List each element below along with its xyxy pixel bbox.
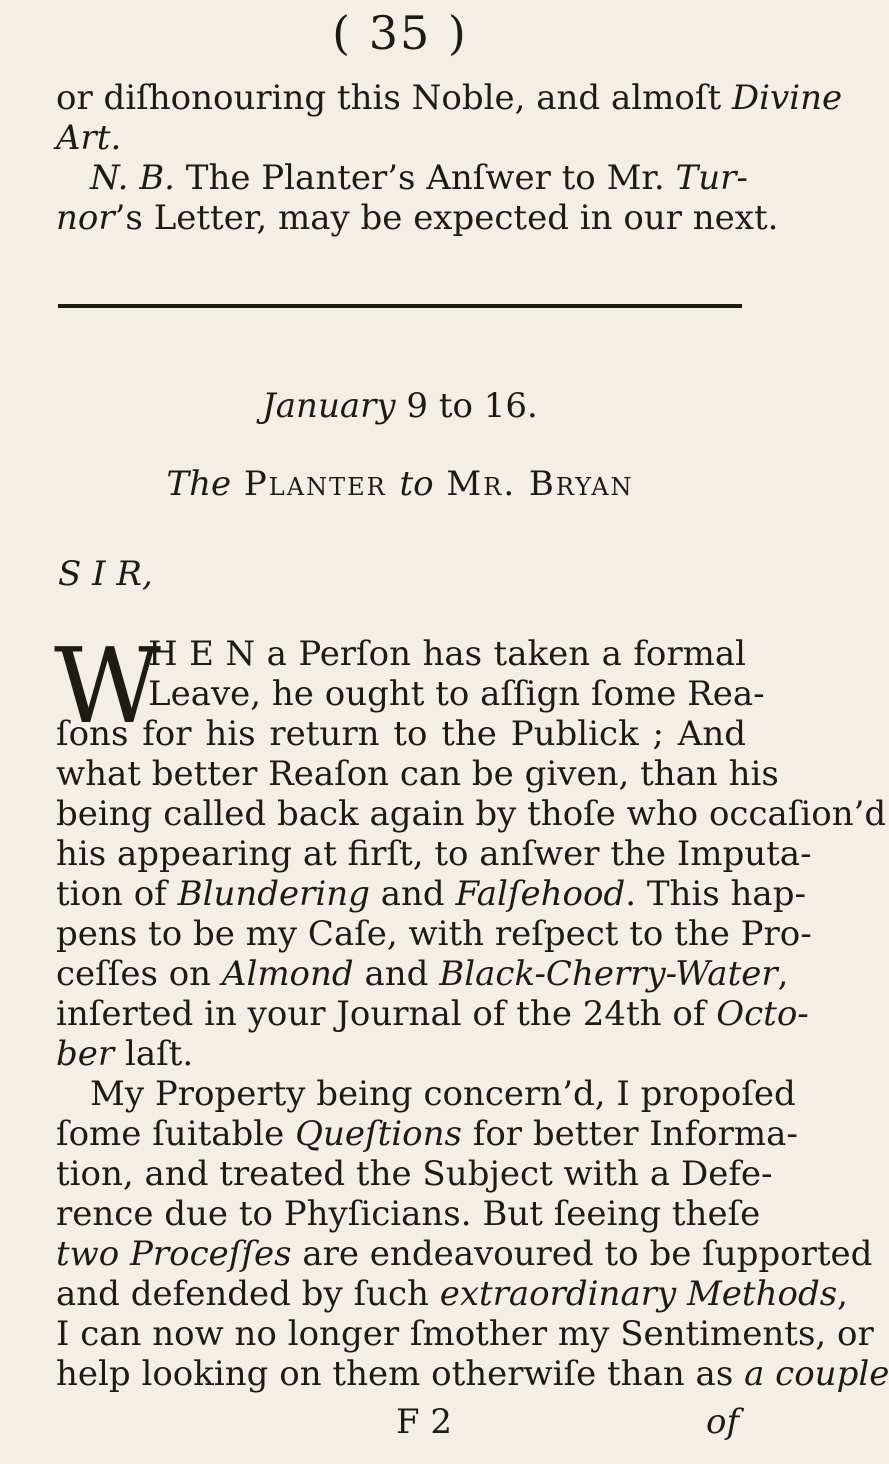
body-line-16: two Proceſſes are endeavoured to be ſupported [56, 1234, 873, 1274]
body-line-2: Leave, he ought to aſſign ſome Rea- [148, 674, 765, 714]
body-line-18: I can now no longer ſmother my Sentiments, or [56, 1314, 874, 1354]
body-line-5: being called back again by thoſe who occaſion’d [56, 794, 887, 834]
body-line-6: his appearing at firſt, to anſwer the Imputa- [56, 834, 812, 874]
section-rule [58, 304, 742, 308]
body-line-3: ſons for his return to the Publick ; And [56, 714, 746, 754]
intro-line-1: or diſhonouring this Noble, and almoſt Divine [56, 78, 843, 118]
body-line-11: ber laſt. [56, 1034, 194, 1074]
signature-mark: F 2 [396, 1402, 453, 1442]
page-number: ( 35 ) [332, 6, 468, 60]
body-line-8: pens to be my Caſe, with reſpect to the Pro- [56, 914, 812, 954]
body-line-13: ſome ſuitable Queſtions for better Informa- [56, 1114, 798, 1154]
body-line-15: rence due to Phyſicians. But ſeeing theſe [56, 1194, 761, 1234]
body-line-19: help looking on them otherwiſe than as a couple [56, 1354, 889, 1394]
body-line-1: H E N a Perſon has taken a formal [148, 634, 746, 674]
body-line-12: My Property being concern’d, I propoſed [90, 1074, 796, 1114]
intro-line-2: Art. [56, 118, 122, 158]
catchword: of [706, 1402, 740, 1442]
body-line-4: what better Reaſon can be given, than his [56, 754, 779, 794]
salutation: S I R, [58, 554, 153, 594]
date-heading: January 9 to 16. [262, 386, 538, 426]
body-line-9: ceſſes on Almond and Black-Cherry-Water, [56, 954, 789, 994]
body-line-14: tion, and treated the Subject with a Defe- [56, 1154, 773, 1194]
letter-title: The Planter to Mr. Bryan [166, 464, 634, 504]
intro-line-4: nor’s Letter, may be expected in our next. [56, 198, 779, 238]
body-line-10: inſerted in your Journal of the 24th of Octo- [56, 994, 809, 1034]
body-line-17: and defended by ſuch extraordinary Methods, [56, 1274, 848, 1314]
intro-line-3: N. B. The Planter’s Anſwer to Mr. Tur- [90, 158, 748, 198]
drop-cap: W [54, 625, 161, 747]
body-line-7: tion of Blundering and Falſehood. This hap- [56, 874, 806, 914]
